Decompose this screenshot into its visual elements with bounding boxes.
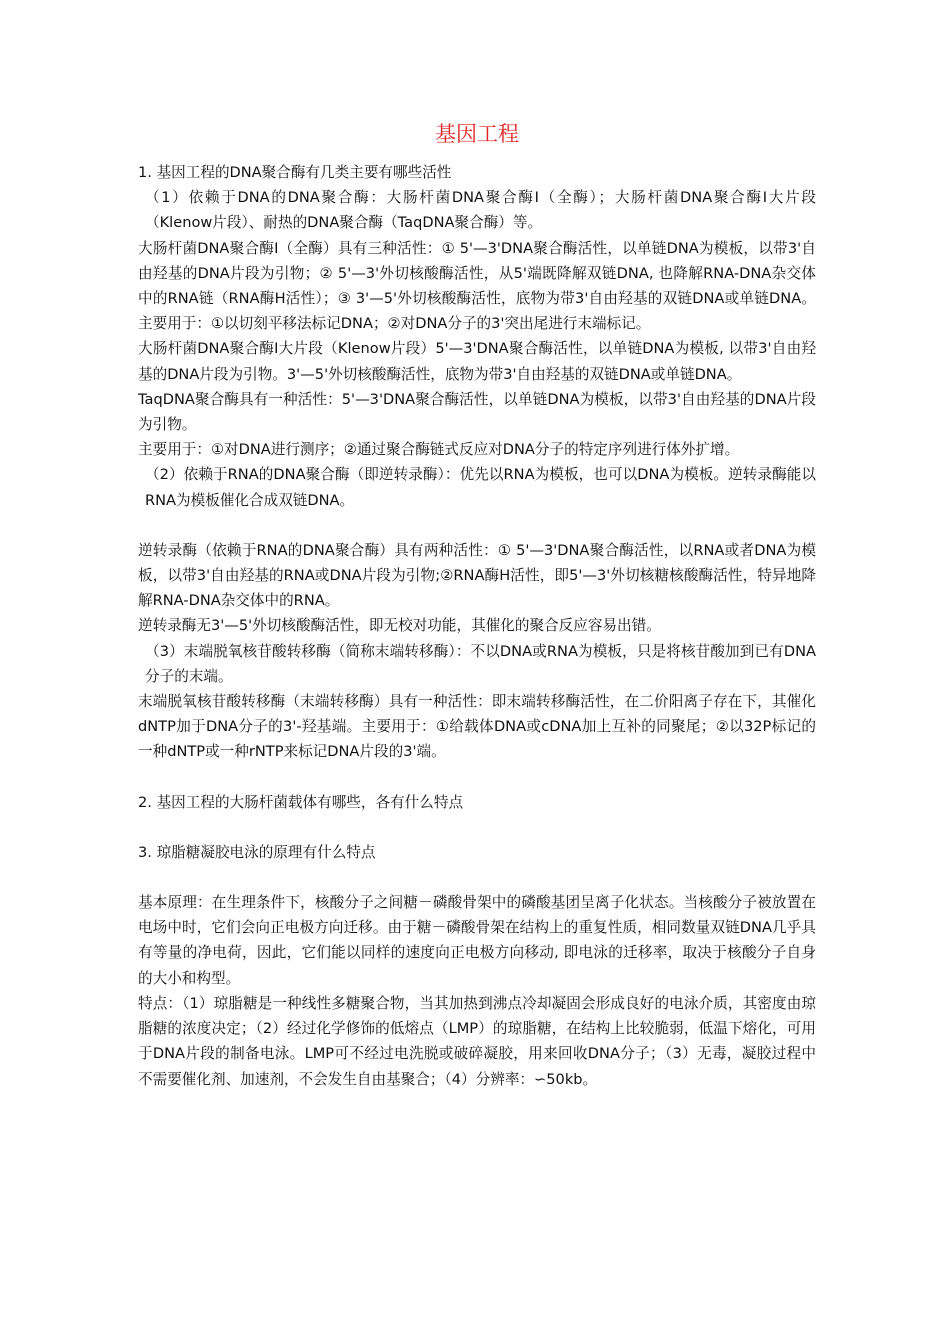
q1-paragraph-pol1-activities: 大肠杆菌DNA聚合酶Ⅰ（全酶）具有三种活性：① 5'—3'DNA聚合酶活性，以单链DNA为模板，以带3'自由羟基的DNA片段为引物；② 5'—3'外切核酸酶活性，从5'端既降解双链DNA, 也降解RNA-DNA杂交体中的RNA链（RNA酶H活性）；③ 3'—5'外切核酸酶活性，底物为带3'自由羟基的双链DNA或单链DNA。主要用于：①以切刻平移法标记DNA；②对DNA分子的3'突出尾进行末端标记。 — [138, 239, 816, 333]
q1-paragraph-reverse-transcriptase: （2）依赖于RNA的DNA聚合酶（即逆转录酶）：优先以RNA为模板，也可以DNA为模板。逆转录酶能以RNA为模板催化合成双链DNA。 — [145, 466, 816, 509]
q1-paragraph-taq: TaqDNA聚合酶具有一种活性：5'—3'DNA聚合酶活性，以单链DNA为模板，以带3'自由羟基的DNA片段为引物。 — [138, 390, 816, 434]
question-2-heading: 2. 基因工程的大肠杆菌载体有哪些，各有什么特点 — [138, 793, 464, 811]
q1-paragraph-dna-dependent: （1）依赖于DNA的DNA聚合酶：大肠杆菌DNA聚合酶Ⅰ（全酶）；大肠杆菌DNA聚合酶Ⅰ大片段（Klenow片段）、耐热的DNA聚合酶（TaqDNA聚合酶）等。 — [145, 189, 816, 232]
q1-paragraph-rt-no-proofreading: 逆转录酶无3'—5'外切核酸酶活性，即无校对功能，其催化的聚合反应容易出错。 — [138, 617, 661, 635]
spacer — [138, 865, 816, 890]
spacer — [138, 765, 816, 790]
q1-paragraph-terminal-transferase: （3）末端脱氧核苷酸转移酶（简称末端转移酶）：不以DNA或RNA为模板，只是将核苷酸加到已有DNA分子的末端。 — [145, 642, 816, 685]
q3-paragraph-features: 特点：（1）琼脂糖是一种线性多糖聚合物，当其加热到沸点冷却凝固会形成良好的电泳介质，其密度由琼脂糖的浓度决定；（2）经过化学修饰的低熔点（LMP）的琼脂糖，在结构上比较脆弱，低温下熔化，可用于DNA片段的制备电泳。LMP可不经过电洗脱或破碎凝胶，用来回收DNA分子；（3）无毒，凝胶过程中不需要催化剂、加速剂，不会发生自由基聚合；（4）分辨率：∽50kb。 — [138, 994, 816, 1088]
question-1-heading: 1. 基因工程的DNA聚合酶有几类主要有哪些活性 — [138, 164, 452, 181]
spacer — [138, 513, 816, 538]
q1-paragraph-taq-uses: 主要用于：①对DNA进行测序；②通过聚合酶链式反应对DNA分子的特定序列进行体外扩增。 — [138, 441, 740, 459]
document-title: 基因工程 — [435, 122, 519, 146]
question-3-heading: 3. 琼脂糖凝胶电泳的原理有什么特点 — [138, 843, 376, 861]
q1-paragraph-rt-activities: 逆转录酶（依赖于RNA的DNA聚合酶）具有两种活性：① 5'—3'DNA聚合酶活性，以RNA或者DNA为模板，以带3'自由羟基的RNA或DNA片段为引物;②RNA酶H活性，即5'—3'外切核糖核酸酶活性，特异地降解RNA-DNA杂交体中的RNA。 — [138, 541, 816, 610]
q3-paragraph-principle: 基本原理：在生理条件下，核酸分子之间糖－磷酸骨架中的磷酸基团呈离子化状态。当核酸分子被放置在电场中时，它们会向正电极方向迁移。由于糖－磷酸骨架在结构上的重复性质，相同数量双链DNA几乎具有等量的净电荷，因此，它们能以同样的速度向正电极方向移动, 即电泳的迁移率，取决于核酸分子自身的大小和构型。 — [138, 894, 816, 987]
q1-paragraph-tdt-activity: 末端脱氧核苷酸转移酶（末端转移酶）具有一种活性：即末端转移酶活性，在二价阳离子存在下，其催化dNTP加于DNA分子的3'-羟基端。主要用于：①给载体DNA或cDNA加上互补的同聚尾；②以32P标记的一种dNTP或一种rNTP来标记DNA片段的3'端。 — [138, 693, 816, 761]
spacer — [138, 815, 816, 840]
document-body — [138, 120, 816, 1092]
q1-paragraph-klenow: 大肠杆菌DNA聚合酶Ⅰ大片段（Klenow片段）5'—3'DNA聚合酶活性，以单链DNA为模板, 以带3'自由羟基的DNA片段为引物。3'—5'外切核酸酶活性，底物为带3'自由羟基的双链DNA或单链DNA。 — [138, 340, 816, 383]
